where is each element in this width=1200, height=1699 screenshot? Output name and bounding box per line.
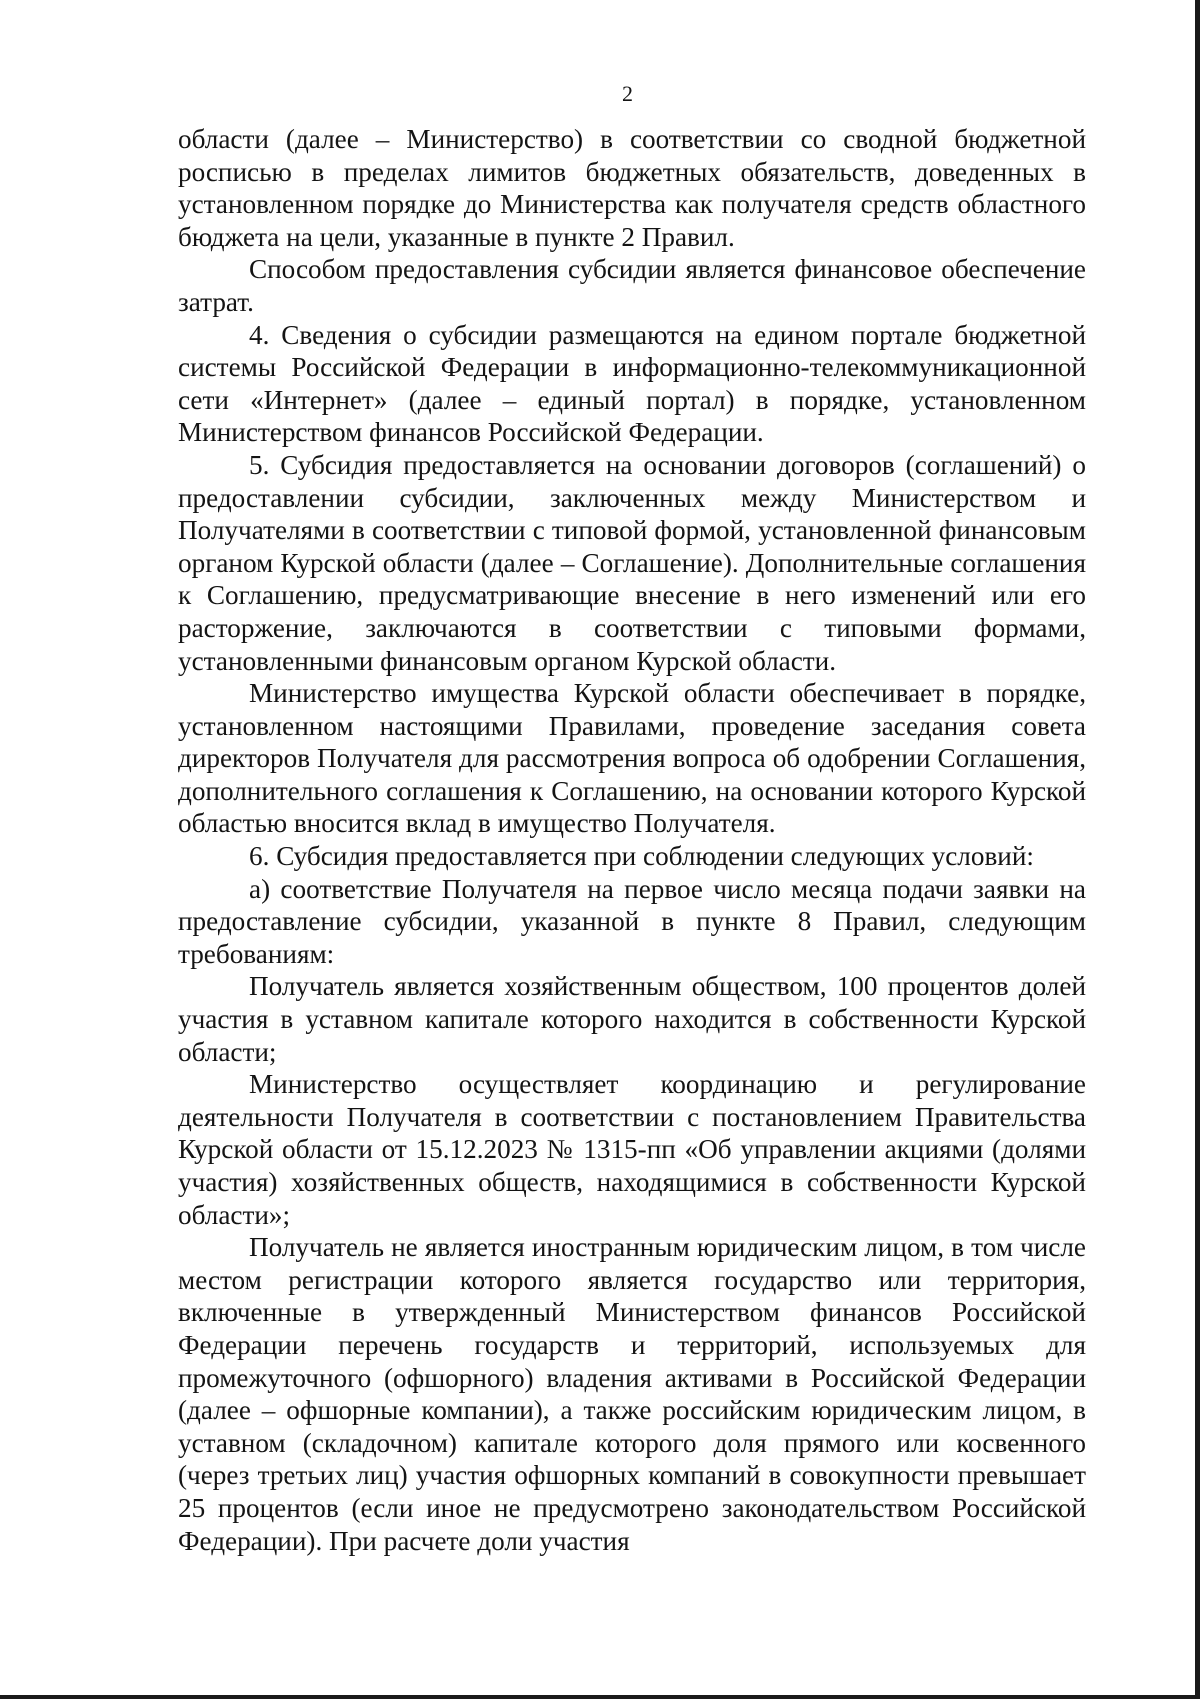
page-number: 2 [622,81,633,106]
paragraph-4-portal-info: 4. Сведения о субсидии размещаются на едином портале бюджетной системы Российской Федерации в информационно-телекоммуникационной сети «Интернет» (далее – единый портал) в порядке, установленном Министерством финансов Российской Федерации. [178,319,1086,448]
document-body [178,123,1086,1557]
paragraph-offshore-requirement: Получатель не является иностранным юридическим лицом, в том числе местом регистрации которого является государство или территория, включенные в утвержденный Министерством финансов Российской Федерации перечень государств и территорий, используемых для промежуточного (офшорного) владения активами в Российской Федерации (далее – офшорные компании), а также российским юридическим лицом, в уставном (складочном) капитале которого доля прямого или косвенного (через третьих лиц) участия офшорных компаний в совокупности превышает 25 процентов (если иное не предусмотрено законодательством Российской Федерации). При расчете доли участия [178,1232,1086,1556]
paragraph-5-agreements: 5. Субсидия предоставляется на основании договоров (соглашений) о предоставлении субсидии, заключенных между Министерством и Получателями в соответствии с типовой формой, установленной финансовым органом Курской области (далее – Соглашение). Дополнительные соглашения к Соглашению, предусматривающие внесение в него изменений или его расторжение, заключаются в соответствии с типовыми формами, установленными финансовым органом Курской области. [178,449,1086,676]
paragraph-6-conditions: 6. Субсидия предоставляется при соблюдении следующих условий: [249,841,1034,872]
paragraph-subsidy-method: Способом предоставления субсидии является финансовое обеспечение затрат. [178,254,1086,317]
paragraph-business-entity: Получатель является хозяйственным обществом, 100 процентов долей участия в уставном капитале которого находится в собственности Курской области; [178,971,1086,1067]
paragraph-6a-requirements: а) соответствие Получателя на первое число месяца подачи заявки на предоставление субсидии, указанной в пункте 8 Правил, следующим требованиям: [178,873,1086,969]
paragraph-budget-allocation: области (далее – Министерство) в соответствии со сводной бюджетной росписью в пределах лимитов бюджетных обязательств, доведенных в установленном порядке до Министерства как получателя средств областного бюджета на цели, указанные в пункте 2 Правил. [178,124,1086,252]
scan-edge-right [1195,0,1200,1699]
paragraph-ministry-coordination: Министерство осуществляет координацию и регулирование деятельности Получателя в соответствии с постановлением Правительства Курской области от 15.12.2023 № 1315-пп «Об управлении акциями (долями участия) хозяйственных обществ, находящимися в собственности Курской области»; [178,1069,1086,1230]
scan-edge-bottom [0,1695,1200,1699]
paragraph-property-ministry: Министерство имущества Курской области обеспечивает в порядке, установленном настоящими Правилами, проведение заседания совета директоров Получателя для рассмотрения вопроса об одобрении Соглашения, дополнительного соглашения к Соглашению, на основании которого Курской областью вносится вклад в имущество Получателя. [178,678,1086,839]
